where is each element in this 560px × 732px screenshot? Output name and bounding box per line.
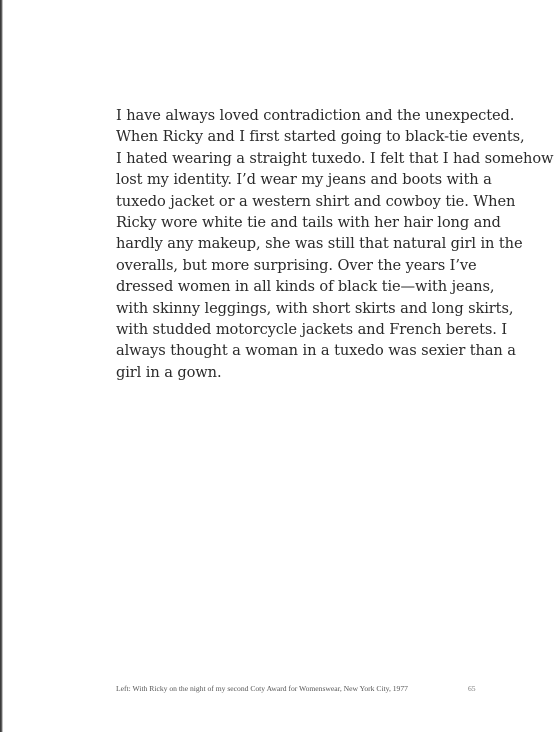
paragraph-line: When Ricky and I first started going to black-tie events,: [116, 128, 525, 146]
paragraph-line: overalls, but more surprising. Over the years I’ve: [116, 256, 477, 274]
paragraph-line: with studded motorcycle jackets and French berets. I: [116, 321, 507, 339]
paragraph-line: with skinny leggings, with short skirts and long skirts,: [116, 299, 514, 317]
page-binding-edge: [0, 0, 3, 732]
paragraph-line: I hated wearing a straight tuxedo. I felt that I had somehow: [116, 149, 554, 167]
body-paragraph: [116, 105, 554, 383]
paragraph-line: girl in a gown.: [116, 363, 222, 381]
paragraph-line: dressed women in all kinds of black tie—with jeans,: [116, 278, 495, 296]
paragraph-line: Ricky wore white tie and tails with her hair long and: [116, 214, 501, 232]
page-number: 65: [468, 684, 476, 693]
paragraph-line: I have always loved contradiction and the unexpected.: [116, 107, 515, 124]
paragraph-line: tuxedo jacket or a western shirt and cowboy tie. When: [116, 192, 516, 210]
paragraph-line: lost my identity. I’d wear my jeans and boots with a: [116, 171, 492, 189]
paragraph-line: always thought a woman in a tuxedo was sexier than a: [116, 342, 516, 360]
paragraph-line: hardly any makeup, she was still that natural girl in the: [116, 235, 523, 253]
photo-caption: Left: With Ricky on the night of my second Coty Award for Womenswear, New York City, 1977: [116, 684, 408, 693]
